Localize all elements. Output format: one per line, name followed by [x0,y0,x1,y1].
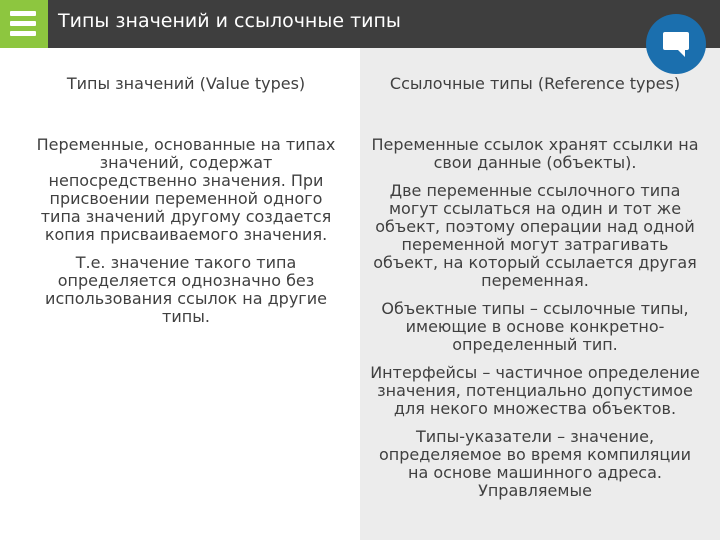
page-title: Типы значений и ссылочные типы [58,10,401,32]
value-types-paragraph: Т.е. значение такого типа определяется однозначно без использования ссылок на другие типы. [45,253,327,326]
hamburger-menu-icon[interactable] [0,0,48,48]
value-types-body [30,136,342,336]
reference-types-paragraph: Интерфейсы – частичное определение значения, потенциально допустимое для некого множества объектов. [370,363,700,418]
reference-types-paragraph: Две переменные ссылочного типа могут ссылаться на один и тот же объект, поэтому операции над одной переменной могут затрагивать объект, на который ссылается другая переменная. [373,181,697,290]
reference-types-body [370,136,700,510]
chat-bubble-shape [663,32,689,50]
value-types-paragraph: Переменные, основанные на типах значений, содержат непосредственно значения. При присвоении переменной одного типа значений другому создается копия присваиваемого значения. [36,135,336,244]
menu-line [10,21,36,26]
menu-line [10,11,36,16]
chat-bubble-icon[interactable] [646,14,706,74]
reference-types-paragraph: Типы-указатели – значение, определяемое во время компиляции на основе машинного адреса. Управляемые [378,427,692,500]
reference-types-heading: Ссылочные типы (Reference types) [389,74,681,93]
chat-bubble-tail [678,50,685,57]
menu-line [10,31,36,36]
value-types-heading: Типы значений (Value types) [66,74,306,93]
title-bar [0,0,720,48]
reference-types-paragraph: Объектные типы – ссылочные типы, имеющие в основе конкретно-определенный тип. [381,299,689,354]
reference-types-paragraph: Переменные ссылок хранят ссылки на свои данные (объекты). [371,135,699,172]
